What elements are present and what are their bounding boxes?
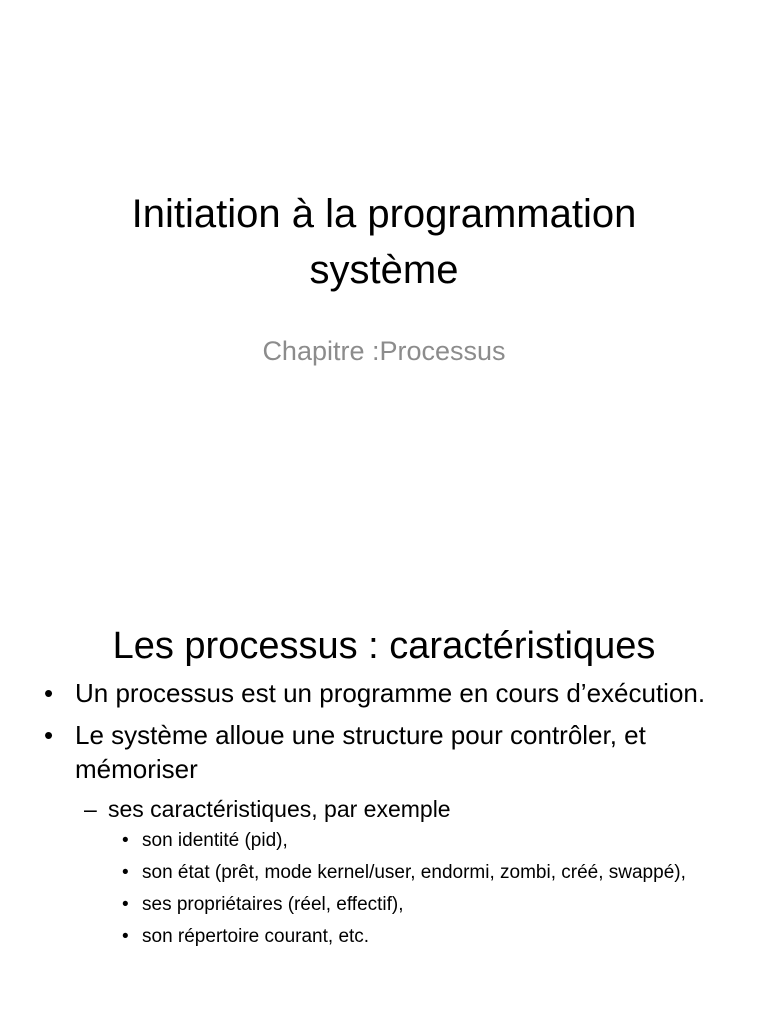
content-slide (0, 576, 768, 1024)
bullet-item-1 (0, 676, 768, 710)
bullet-dot: • (44, 720, 54, 750)
sub-bullet-text: ses caractéristiques, par exemple (108, 796, 451, 822)
sub-sub-bullet-text-1: son identité (pid), (142, 830, 288, 851)
sub-bullet-item (0, 794, 768, 824)
bullet-dot: • (122, 894, 129, 915)
sub-sub-bullet-item-1 (0, 828, 768, 854)
sub-sub-bullet-item-3 (0, 892, 768, 918)
bullet-dot: • (122, 830, 129, 851)
sub-sub-bullet-item-2 (0, 860, 768, 886)
bullet-item-2 (0, 718, 768, 786)
sub-sub-bullet-text-2: son état (prêt, mode kernel/user, endormi, zombi, créé, swappé), (142, 862, 686, 883)
bullet-list (0, 676, 768, 956)
bullet-dot: • (122, 862, 129, 883)
bullet-dot: • (44, 678, 54, 708)
sub-sub-bullet-text-4: son répertoire courant, etc. (142, 926, 370, 947)
bullet-text-1: Un processus est un programme en cours d’exécution. (75, 678, 706, 708)
dash-marker: – (84, 796, 97, 822)
bullet-dot: • (122, 926, 129, 947)
presentation-title (40, 186, 728, 298)
slide-heading: Les processus : caractéristiques (112, 625, 656, 667)
sub-sub-bullet-text-3: ses propriétaires (réel, effectif), (142, 894, 404, 915)
presentation-subtitle: Chapitre :Processus (262, 336, 506, 366)
sub-sub-bullet-item-4 (0, 924, 768, 950)
presentation-title-line-1: Initiation à la programmation (131, 192, 637, 236)
bullet-text-2: Le système alloue une structure pour contrôler, et mémoriser (75, 720, 646, 784)
presentation-title-line-2: système (309, 248, 459, 292)
